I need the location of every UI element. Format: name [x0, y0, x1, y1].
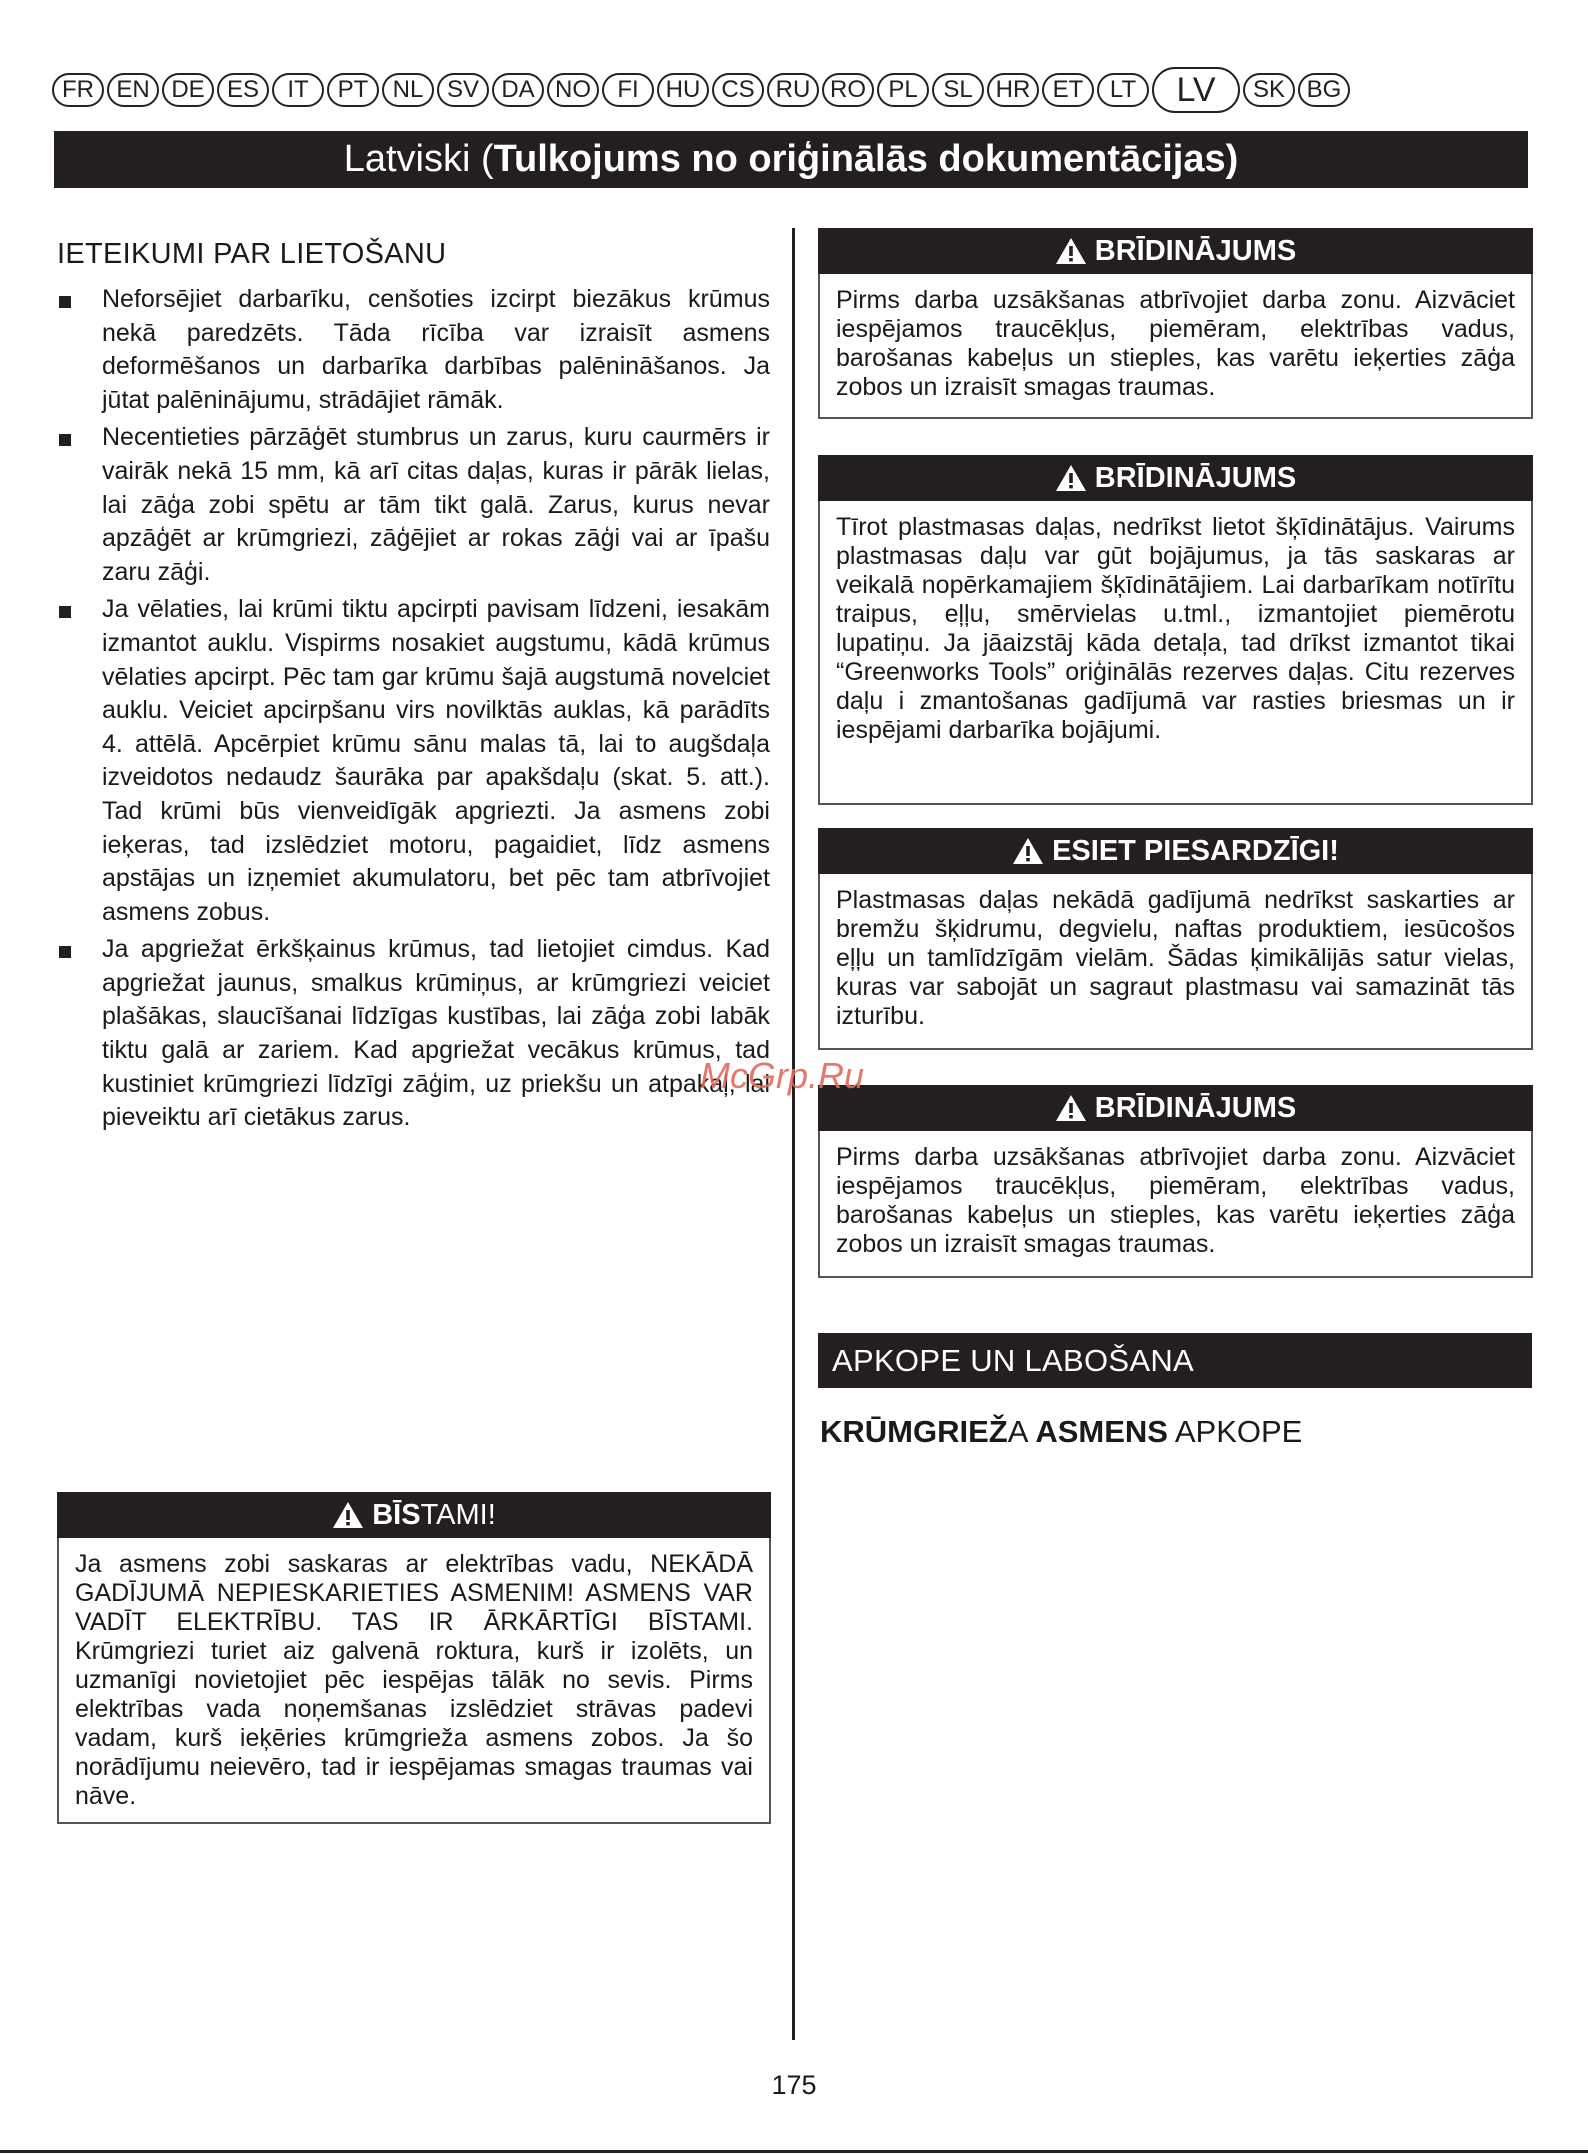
- subheading-light-1: A: [1007, 1414, 1036, 1449]
- subheading-light-2: APKOPE: [1167, 1414, 1303, 1449]
- lang-tab-bg: BG: [1298, 73, 1350, 107]
- lang-tab-de: DE: [162, 73, 214, 107]
- danger-header: [57, 1492, 771, 1538]
- lang-tab-ru: RU: [767, 73, 819, 107]
- lang-tab-pl: PL: [877, 73, 929, 107]
- usage-section: [57, 238, 770, 1139]
- lang-tab-fi: FI: [602, 73, 654, 107]
- lang-tab-nl: NL: [382, 73, 434, 107]
- list-item: [57, 593, 770, 929]
- lang-tab-cs: CS: [712, 73, 764, 107]
- column-divider: [792, 228, 795, 2040]
- danger-title-bold: BĪS: [372, 1498, 421, 1531]
- warning-title: BRĪDINĀJUMS: [1094, 1091, 1297, 1124]
- page-title-bold: Tulkojums no oriģinālās dokumentācijas): [493, 138, 1239, 180]
- maintenance-heading: APKOPE UN LABOŠANA: [818, 1333, 1532, 1388]
- lang-tab-da: DA: [492, 73, 544, 107]
- bullet-text: Ja vēlaties, lai krūmi tiktu apcirpti pavisam līdzeni, iesakām izmantot auklu. Vispirms nosakiet augstumu, kādā krūmus vēlaties apcirpt. Pēc tam gar krūmu šajā augstumā novelciet auklu. Veiciet apcirpšanu virs novilktās auklas, kā parādīts 4. attēlā. Apcērpiet krūmu sānu malas tā, lai to augšdaļa izveidotos nedaudz šaurāka par apakšdaļu (skat. 5. att.). Tad krūmi būs vienveidīgāk apgriezti. Ja asmens zobi ieķeras, tad izslēdziet motoru, pagaidiet, līdz asmens apstājas un izņemiet akumulatoru, bet pēc tam atbrīvojiet asmens zobus.: [102, 595, 770, 926]
- list-item: [57, 283, 770, 417]
- list-item: [57, 421, 770, 589]
- danger-title-light: TAMI!: [420, 1498, 496, 1531]
- warning-title: BRĪDINĀJUMS: [1094, 461, 1297, 494]
- lang-tab-lt: LT: [1097, 73, 1149, 107]
- lang-tab-hu: HU: [657, 73, 709, 107]
- subheading-bold-1: KRŪMGRIEŽ: [820, 1414, 1008, 1449]
- usage-heading: IETEIKUMI PAR LIETOŠANU: [57, 238, 447, 270]
- lang-tab-ro: RO: [822, 73, 874, 107]
- lang-tab-sl: SL: [932, 73, 984, 107]
- maintenance-subheading: [820, 1414, 1302, 1450]
- page-number: 175: [771, 2070, 817, 2100]
- warning-triangle-icon: [1012, 837, 1044, 865]
- list-item: [57, 933, 770, 1135]
- caution-text: Plastmasas daļas nekādā gadījumā nedrīkst saskarties ar bremžu šķidrumu, degvielu, naftas produktiem, iesūcošos eļļu un tamlīdzīgām vielām. Šādas ķimikālijās satur vielas, kuras var sabojāt un sagraut plastmasu vai samazināt tās izturību.: [836, 886, 1515, 1030]
- watermark: McGrp.Ru: [700, 1055, 865, 1096]
- lang-tab-lv-active: LV: [1152, 67, 1240, 113]
- bullet-square-icon: [59, 606, 71, 618]
- usage-bullet-list: [57, 283, 770, 1135]
- warning-title: BRĪDINĀJUMS: [1094, 234, 1297, 267]
- warning-triangle-icon: [1055, 1094, 1087, 1122]
- language-tabs: [52, 70, 1492, 110]
- warning-triangle-icon: [332, 1501, 364, 1529]
- warning-triangle-icon: [1055, 237, 1087, 265]
- bullet-square-icon: [59, 434, 71, 446]
- bullet-text: Neforsējiet darbarīku, cenšoties izcirpt biezākus krūmus nekā paredzēts. Tāda rīcība var izraisīt asmens deformēšanos un darbarīka darbības palēnināšanos. Ja jūtat palēninājumu, strādājiet rāmāk.: [102, 285, 770, 414]
- page-title-prefix: Latviski (: [343, 138, 494, 180]
- bullet-text: Necentieties pārzāģēt stumbrus un zarus, kuru caurmērs ir vairāk nekā 15 mm, kā arī citas daļas, kuras ir pārāk lielas, lai zāģa zobi spētu ar tām tikt galā. Zarus, kurus nevar apzāģēt ar krūmgriezi, zāģējiet ar rokas zāģi vai ar īpašu zaru zāģi.: [102, 423, 770, 586]
- lang-tab-pt: PT: [327, 73, 379, 107]
- bottom-rule: [0, 2150, 1588, 2153]
- lang-tab-es: ES: [217, 73, 269, 107]
- lang-tab-no: NO: [547, 73, 599, 107]
- danger-box: [57, 1492, 771, 1824]
- warning-text: Pirms darba uzsākšanas atbrīvojiet darba zonu. Aizvāciet iespējamos traucēkļus, piemēram, elektrības vadus, barošanas kabeļus un stieples, kas varētu ieķerties zāģa zobos un izraisīt smagas traumas.: [836, 1143, 1515, 1258]
- lang-tab-it: IT: [272, 73, 324, 107]
- warning-box-2: [818, 455, 1533, 805]
- page-title-bar: [54, 131, 1528, 188]
- lang-tab-sk: SK: [1243, 73, 1295, 107]
- warning-text: Tīrot plastmasas daļas, nedrīkst lietot šķīdinātājus. Vairums plastmasas daļu var gūt bojājumus, ja tās saskaras ar veikalā nopērkamajiem šķīdinātājiem. Lai darbarīkam notīrītu traipus, eļļu, smērvielas u.tml., izmantojiet piemērotu lupatiņu. Ja jāaizstāj kāda detaļa, tad drīkst izmantot tikai “Greenworks Tools” oriģinālās rezerves daļas. Citu rezerves daļu i zmantošanas gadījumā var rasties briesmas un ir iespējami darbarīka bojājumi.: [836, 513, 1515, 744]
- warning-text: Pirms darba uzsākšanas atbrīvojiet darba zonu. Aizvāciet iespējamos traucēkļus, piemēram, elektrības vadus, barošanas kabeļus un stieples, kas varētu ieķerties zāģa zobos un izraisīt smagas traumas.: [836, 286, 1515, 401]
- subheading-bold-2: ASMENS: [1035, 1414, 1168, 1449]
- bullet-square-icon: [59, 946, 71, 958]
- warning-triangle-icon: [1055, 464, 1087, 492]
- caution-header: [818, 828, 1533, 874]
- warning-header: [818, 1085, 1533, 1131]
- lang-tab-sv: SV: [437, 73, 489, 107]
- caution-box: [818, 828, 1533, 1050]
- warning-header: [818, 455, 1533, 501]
- lang-tab-hr: HR: [987, 73, 1039, 107]
- lang-tab-en: EN: [107, 73, 159, 107]
- danger-text: Ja asmens zobi saskaras ar elektrības vadu, NEKĀDĀ GADĪJUMĀ NEPIESKARIETIES ASMENIM! ASMENS VAR VADĪT ELEKTRĪBU. TAS IR ĀRKĀRTĪGI BĪSTAMI. Krūmgriezi turiet aiz galvenā roktura, kurš ir izolēts, un uzmanīgi novietojiet pēc iespējas tālāk no sevis. Pirms elektrības vada noņemšanas izslēdziet strāvas padevi vadam, kurš ieķēries krūmgrieža asmens zobos. Ja šo norādījumu neievēro, tad ir iespējamas smagas traumas vai nāve.: [75, 1550, 753, 1810]
- warning-header: [818, 228, 1533, 274]
- lang-tab-fr: FR: [52, 73, 104, 107]
- warning-box-1: [818, 228, 1533, 419]
- bullet-square-icon: [59, 296, 71, 308]
- caution-title: ESIET PIESARDZĪGI!: [1052, 834, 1339, 867]
- warning-box-3: [818, 1085, 1533, 1278]
- bullet-text: Ja apgriežat ērkšķainus krūmus, tad lietojiet cimdus. Kad apgriežat jaunus, smalkus krūmiņus, ar krūmgriezi veiciet plašākas, slaucīšanai līdzīgas kustības, lai zāģa zobi labāk tiktu galā ar zariem. Kad apgriežat vecākus krūmus, tad kustiniet krūmgriezi līdzīgi zāģim, uz priekšu un atpakaļ, lai pieveiktu arī cietākus zarus.: [102, 935, 770, 1132]
- lang-tab-et: ET: [1042, 73, 1094, 107]
